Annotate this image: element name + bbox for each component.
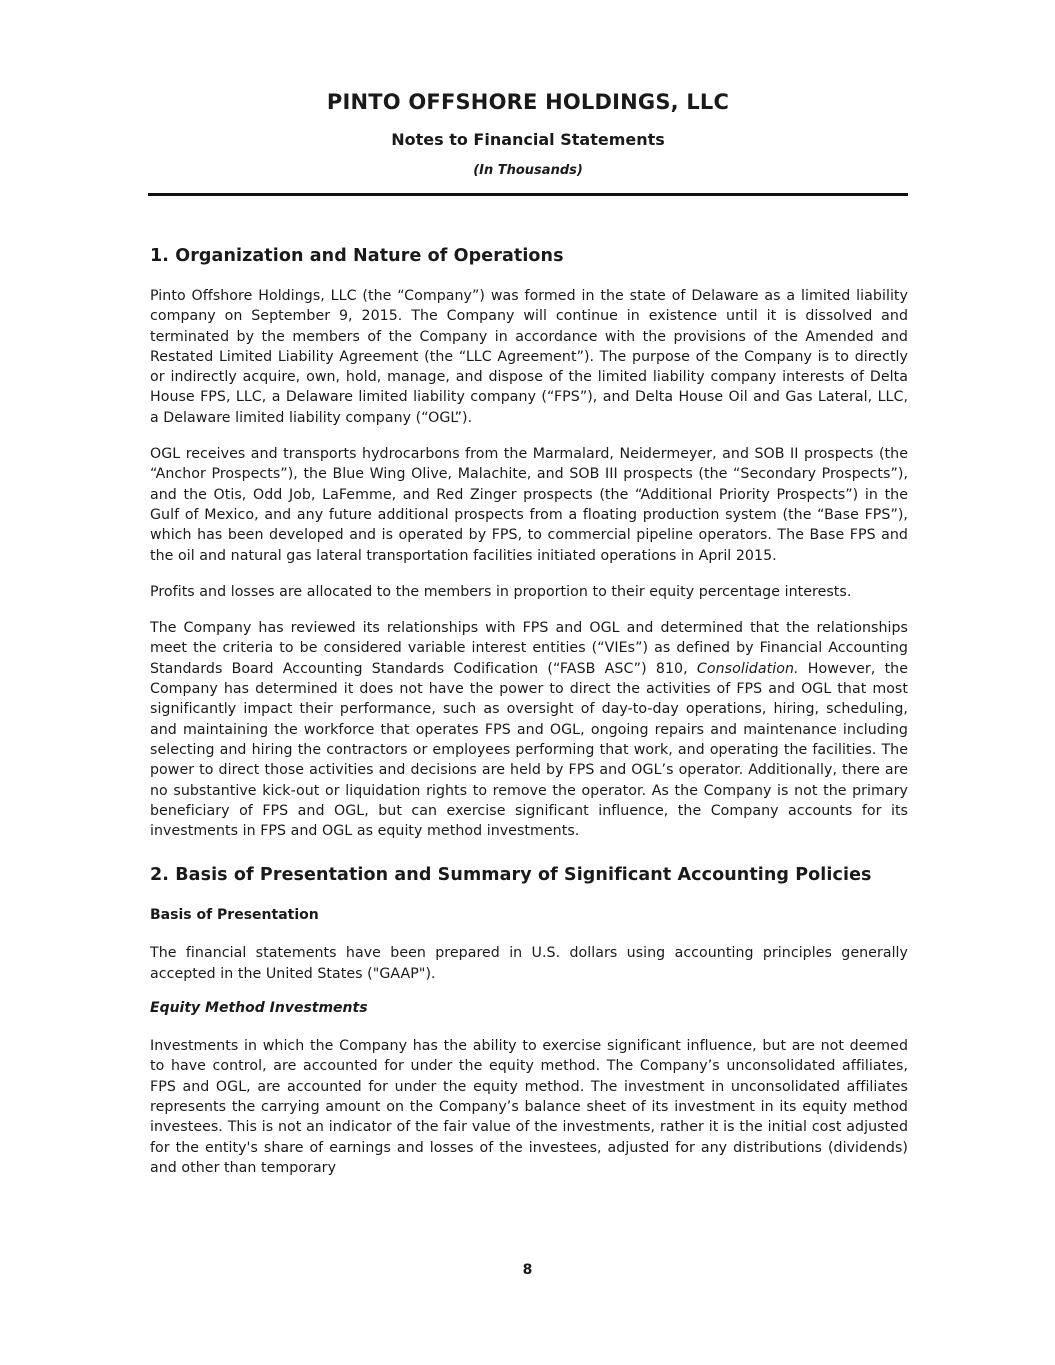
section-2-heading: 2. Basis of Presentation and Summary of Significant Accounting Policies [150, 865, 872, 886]
section-1-paragraph-4 [150, 618, 908, 841]
vie-text-start: The Company has reviewed its relationships with FPS and OGL and determined that the relationships meet the criteria to be considered variable interest entities (“VIEs”) as defined by Financial Accounting Standards Board Accounting Standards Codification (“FASB ASC”) 810, [150, 620, 908, 677]
page-header [148, 90, 908, 178]
notes-body [150, 246, 908, 1194]
header-divider [148, 193, 908, 196]
section-1-paragraph-2: OGL receives and transports hydrocarbons from the Marmalard, Neidermeyer, and SOB II prospects (the “Anchor Prospects”), the Blue Wing Olive, Malachite, and SOB III prospects (the “Secondary Prospects”), and the Otis, Odd Job, LaFemme, and Red Zinger prospects (the “Additional Priority Prospects”) in the Gulf of Mexico, and any future additional prospects from a floating production system (the “Base FPS”), which has been developed and is operated by FPS, to commercial pipeline operators. The Base FPS and the oil and natural gas lateral transportation facilities initiated operations in April 2015. [150, 446, 908, 564]
consolidation-topic: Consolidation. [696, 660, 799, 677]
section-1-heading: 1. Organization and Nature of Operations [150, 246, 564, 266]
document-subtitle: Notes to Financial Statements [391, 130, 665, 149]
company-title: PINTO OFFSHORE HOLDINGS, LLC [326, 90, 730, 114]
vie-text-end: However, the Company has determined it does not have the power to direct the activities of FPS and OGL that most significantly impact their performance, such as oversight of day-to-day operations, hiring, scheduling, and maintaining the workforce that operates FPS and OGL, ongoing repairs and maintenance including selecting and hiring the contractors or employees performing that work, and operating the facilities. The power to direct those activities and decisions are held by FPS and OGL’s operator. Additionally, there are no substantive kick-out or liquidation rights to remove the operator. As the Company is not the primary beneficiary of FPS and OGL, but can exercise significant influence, the Company accounts for its investments in FPS and OGL as equity method investments. [150, 660, 908, 840]
page-number: 8 [522, 1262, 533, 1278]
section-1-paragraph-1: Pinto Offshore Holdings, LLC (the “Company”) was formed in the state of Delaware as a limited liability company on September 9, 2015. The Company will continue in existence until it is dissolved and terminated by the members of the Company in accordance with the provisions of the Amended and Restated Limited Liability Agreement (the “LLC Agreement”). The purpose of the Company is to directly or indirectly acquire, own, hold, manage, and dispose of the limited liability company interests of Delta House FPS, LLC, a Delaware limited liability company (“FPS”), and Delta House Oil and Gas Lateral, LLC, a Delaware limited liability company (“OGL”). [150, 288, 908, 426]
equity-method-heading: Equity Method Investments [150, 1000, 368, 1017]
basis-of-presentation-text: The financial statements have been prepared in U.S. dollars using accounting principles generally accepted in the United States ("GAAP"). [150, 945, 908, 982]
section-1-paragraph-3: Profits and losses are allocated to the members in proportion to their equity percentage interests. [150, 583, 852, 600]
units-note: (In Thousands) [473, 163, 583, 178]
basis-of-presentation-heading: Basis of Presentation [150, 907, 319, 924]
equity-method-text: Investments in which the Company has the ability to exercise significant influence, but are not deemed to have control, are accounted for under the equity method. The Company’s unconsolidated affiliates, FPS and OGL, are accounted for under the equity method. The investment in unconsolidated affiliates represents the carrying amount on the Company’s balance sheet of its investment in its equity method investees. This is not an indicator of the fair value of the investments, rather it is the initial cost adjusted for the entity's share of earnings and losses of the investees, adjusted for any distributions (dividends) and other than temporary [150, 1038, 908, 1176]
